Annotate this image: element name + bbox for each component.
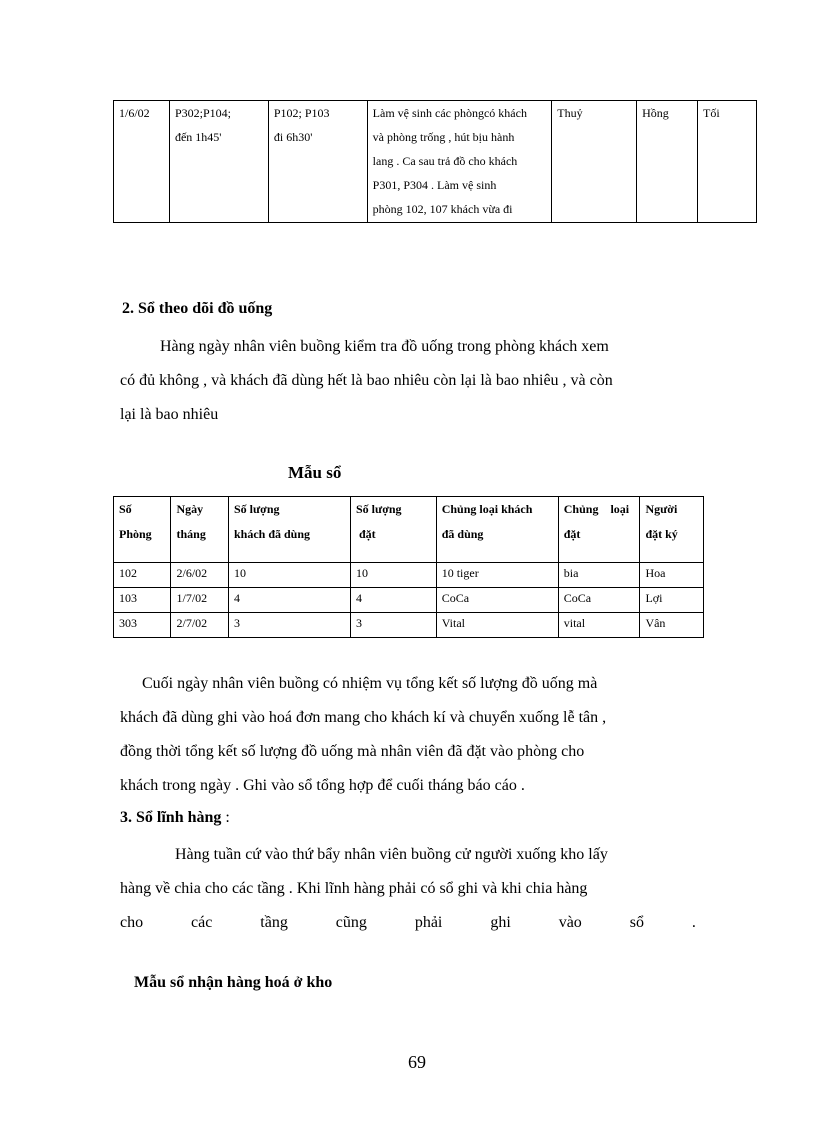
word: sổ (629, 914, 644, 931)
table-cell: 3 (228, 613, 350, 638)
table-cell: 1/6/02 (114, 101, 170, 223)
table-room-log (113, 100, 757, 223)
table-cell: 2/6/02 (171, 563, 228, 588)
cell-line: và phòng trống , hút bịu hành (372, 130, 515, 144)
section-heading-wrap (120, 801, 230, 835)
table-header-row (114, 497, 704, 563)
word: cho (120, 914, 144, 931)
cell-line: lang . Ca sau trả đồ cho khách (372, 154, 518, 168)
column-header: Chủng loại khách đã dùng (436, 497, 558, 563)
paragraph-line: Hàng ngày nhân viên buồng kiểm tra đồ uống trong phòng khách xem (160, 338, 609, 355)
table-cell: Lợi (640, 588, 704, 613)
column-header: Số lượng đặt (351, 497, 437, 563)
cell-line: P102; P103 (273, 106, 330, 120)
form-title: Mẫu sổ nhận hàng hoá ở kho (134, 974, 333, 991)
section-heading-suffix: : (221, 809, 230, 826)
cell-line: P302;P104; (174, 106, 231, 120)
cell-line: P301, P304 . Làm vệ sinh (372, 178, 497, 192)
table-cell: Thuỷ (552, 101, 637, 223)
word: . (691, 914, 696, 931)
paragraph-line: lại là bao nhiêu (120, 406, 219, 423)
paragraph-line-spaced (120, 906, 696, 940)
cell-line: đi 6h30' (273, 130, 313, 144)
cell-line: đến 1h45' (174, 130, 222, 144)
column-header: Người đặt ký (640, 497, 704, 563)
paragraph-line: đồng thời tổng kết số lượng đồ uống mà nhân viên đã đặt vào phòng cho (120, 743, 585, 760)
table-cell: 102 (114, 563, 171, 588)
word: vào (558, 914, 582, 931)
table-row (114, 101, 757, 223)
table-row (114, 588, 704, 613)
table-cell: 4 (228, 588, 350, 613)
column-header: Số lượng khách đã dùng (228, 497, 350, 563)
table-row (114, 613, 704, 638)
table-cell: CoCa (436, 588, 558, 613)
table-cell: 4 (351, 588, 437, 613)
word: tầng (260, 914, 288, 931)
form-title: Mẫu sổ (288, 463, 342, 482)
table-cell: 10 (228, 563, 350, 588)
table-cell: 10 tiger (436, 563, 558, 588)
table-cell: Vân (640, 613, 704, 638)
table-drinks (113, 496, 704, 638)
table-row (114, 563, 704, 588)
table-cell: Hoa (640, 563, 704, 588)
column-header: Số Phòng (114, 497, 171, 563)
table-cell: 2/7/02 (171, 613, 228, 638)
section-heading: 3. Sổ lĩnh hàng (120, 809, 222, 826)
word: cũng (335, 914, 367, 931)
page-number: 69 (408, 1052, 426, 1072)
table-cell: vital (558, 613, 640, 638)
table-cell: 103 (114, 588, 171, 613)
table-cell: 1/7/02 (171, 588, 228, 613)
table-cell (367, 101, 552, 223)
table-cell: 303 (114, 613, 171, 638)
table-cell: Hồng (637, 101, 698, 223)
column-header: Chủng loại đặt (558, 497, 640, 563)
table-cell: 3 (351, 613, 437, 638)
section-heading: 2. Sổ theo dõi đồ uống (122, 300, 273, 317)
cell-line: phòng 102, 107 khách vừa đi (372, 202, 513, 216)
cell-line: Làm vệ sinh các phòngcó khách (372, 106, 527, 120)
table-cell: Vital (436, 613, 558, 638)
paragraph-line: có đủ không , và khách đã dùng hết là bao nhiêu còn lại là bao nhiêu , và còn (120, 372, 613, 389)
paragraph-line: Cuối ngày nhân viên buồng có nhiệm vụ tổng kết số lượng đồ uống mà (142, 675, 598, 692)
table-cell: CoCa (558, 588, 640, 613)
table-cell: Tối (698, 101, 757, 223)
paragraph-line: Hàng tuần cứ vào thứ bẩy nhân viên buồng cử người xuống kho lấy (175, 846, 608, 863)
table-cell (169, 101, 268, 223)
table-cell: bia (558, 563, 640, 588)
column-header: Ngày tháng (171, 497, 228, 563)
table-cell (268, 101, 367, 223)
paragraph-line: khách đã dùng ghi vào hoá đơn mang cho khách kí và chuyển xuống lễ tân , (120, 709, 607, 726)
word: ghi (490, 914, 511, 931)
word: các (191, 914, 213, 931)
word: phải (414, 914, 443, 931)
paragraph-line: khách trong ngày . Ghi vào sổ tổng hợp để cuối tháng báo cáo . (120, 777, 525, 794)
table-cell: 10 (351, 563, 437, 588)
paragraph-line: hàng về chia cho các tầng . Khi lĩnh hàng phải có sổ ghi và khi chia hàng (120, 880, 588, 897)
